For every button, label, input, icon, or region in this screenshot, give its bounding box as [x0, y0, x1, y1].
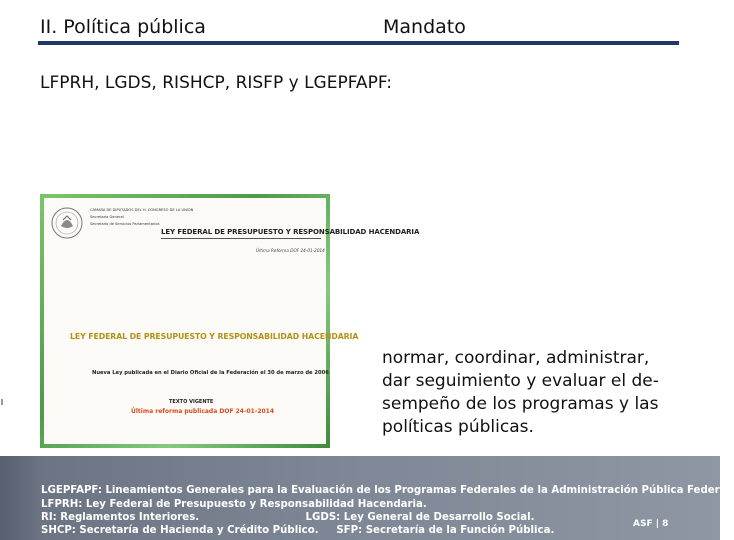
- section-title: II. Política pública: [40, 16, 206, 38]
- document-last-reform-note: Última Reforma DOF 24-01-2014: [256, 248, 325, 253]
- document-main-title: LEY FEDERAL DE PRESUPUESTO Y RESPONSABILIDAD HACENDARIA: [70, 332, 359, 341]
- topic-title: Mandato: [383, 16, 466, 38]
- mandate-description: [382, 347, 682, 439]
- footer-glossary-line: LFPRH: Ley Federal de Presupuesto y Responsabilidad Hacendaria.: [41, 499, 427, 510]
- document-issuer: CAMARA DE DIPUTADOS DEL H. CONGRESO DE LA UNION: [90, 208, 194, 212]
- document-issuer-sub1: Secretaría General: [90, 215, 124, 219]
- law-list-heading: LFPRH, LGDS, RISHCP, RISFP y LGEPFAPF:: [40, 73, 393, 93]
- footer-fade: [0, 456, 40, 540]
- description-line: sempeño de los programas y las: [382, 394, 659, 414]
- document-page: [44, 198, 420, 444]
- document-publication-note: Nueva Ley publicada en el Diario Oficial de la Federación el 30 de marzo de 2006: [92, 370, 329, 376]
- footer-glossary-line: SHCP: Secretaría de Hacienda y Crédito Público. SFP: Secretaría de la Función Pública.: [41, 525, 555, 536]
- document-header-title: LEY FEDERAL DE PRESUPUESTO Y RESPONSABILIDAD HACENDARIA: [161, 228, 420, 236]
- document-status-label: TEXTO VIGENTE: [169, 399, 214, 405]
- law-document-image: [40, 194, 420, 448]
- description-line: normar, coordinar, administrar,: [382, 348, 650, 368]
- mexico-seal-icon: [50, 206, 84, 240]
- document-reform-note: Última reforma publicada DOF 24-01-2014: [131, 408, 275, 415]
- header-divider: [38, 41, 679, 45]
- document-issuer-sub2: Secretaría de Servicios Parlamentarios: [90, 222, 160, 226]
- footer-glossary-line: RI: Reglamentos Interiores. LGDS: Ley General de Desarrollo Social.: [41, 512, 535, 523]
- page-badge: ASF | 8: [633, 519, 669, 529]
- description-line: dar seguimiento y evaluar el de-: [382, 371, 659, 391]
- document-header-rule: [161, 238, 321, 239]
- description-line: políticas públicas.: [382, 417, 534, 437]
- edge-mark: [1, 399, 3, 405]
- footer-glossary-line: LGEPFAPF: Lineamientos Generales para la Evaluación de los Programas Federales de la Administración Pública Federal.: [41, 485, 734, 496]
